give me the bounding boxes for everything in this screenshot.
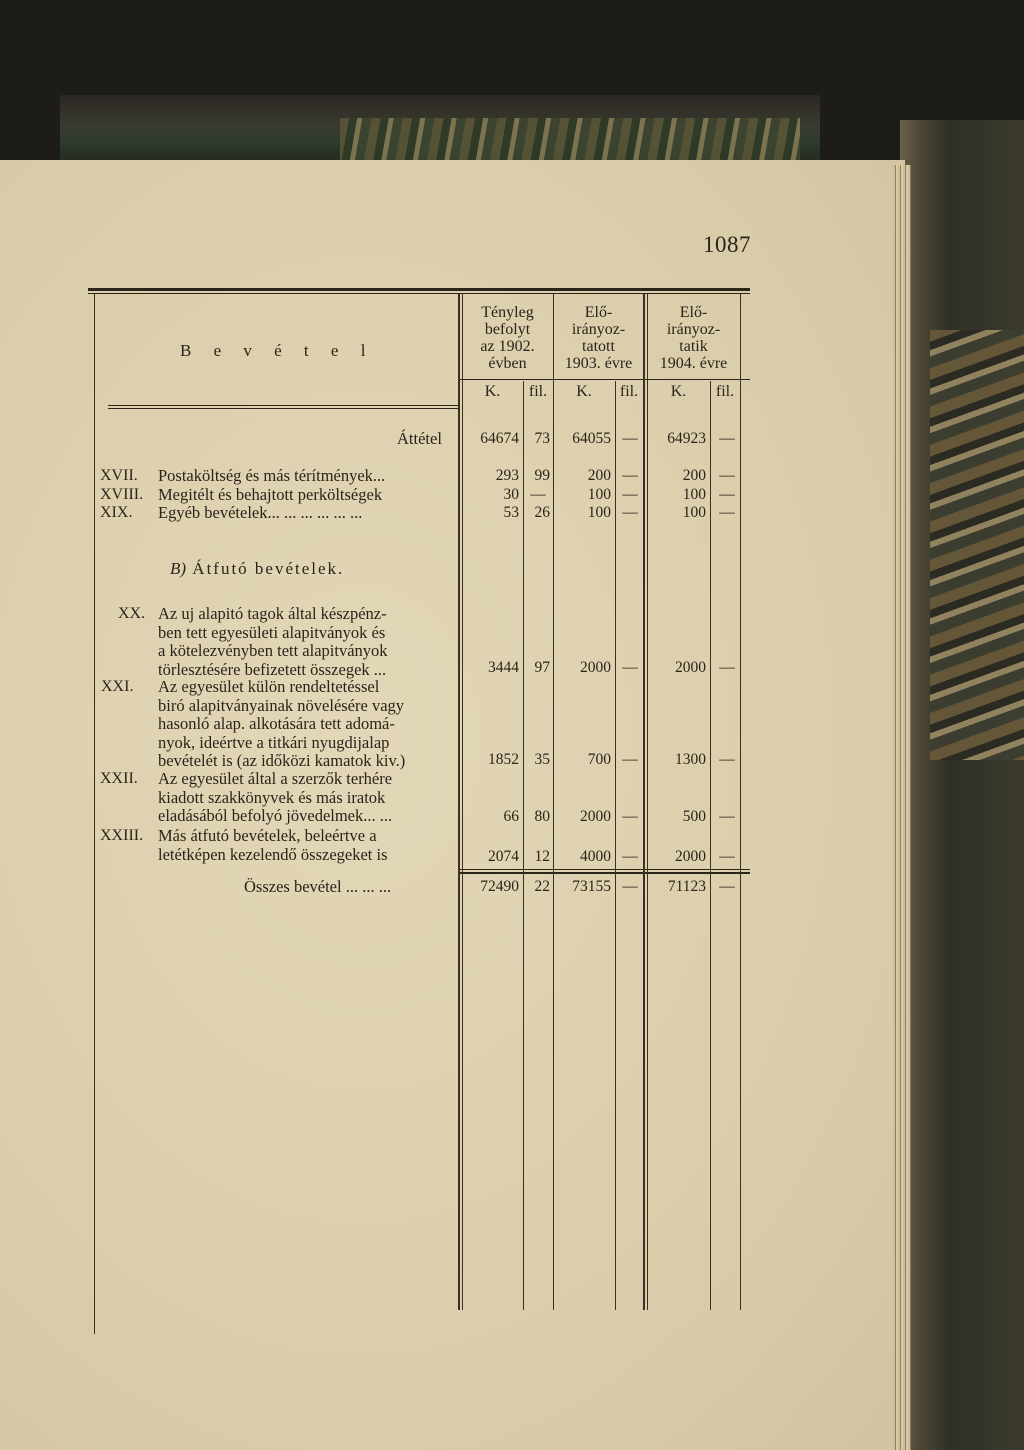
cell-1904-k: 2000 — [675, 659, 706, 676]
cell-1903-f: — — [622, 504, 638, 521]
cell-1904-f: — — [719, 504, 735, 521]
cell-1903-k: 700 — [587, 751, 611, 768]
row-description-line: Az egyesület által a szerzők terhére — [158, 769, 393, 788]
column-divider — [740, 294, 741, 1310]
column-header-1904 — [647, 304, 740, 372]
row-description-line: törlesztésére befizetett összegek ... — [158, 659, 387, 679]
row-description-line: Más átfutó bevételek, beleértve a — [158, 826, 377, 845]
column-divider — [458, 294, 460, 1310]
cell-1902-f: 35 — [534, 751, 550, 768]
cell-1902-k: 66 — [503, 808, 519, 825]
cell-1904-k: 2000 — [675, 848, 706, 865]
cell-1902-k: 1852 — [488, 751, 519, 768]
header-line: irányoz- — [571, 321, 626, 338]
cell-1903-k: 2000 — [580, 808, 611, 825]
page-stack-edges — [893, 165, 911, 1450]
cell-1903-f: — — [622, 808, 638, 825]
table-left-border — [94, 294, 95, 1334]
cell-1903-k: 64055 — [572, 430, 611, 447]
header-line: az 1902. — [480, 338, 535, 355]
cell-1902-f: 99 — [534, 467, 550, 484]
row-description-line: Egyéb bevételek... ... ... ... ... ... — [158, 503, 363, 522]
row-roman-numeral: XX. — [118, 605, 146, 622]
cell-1904-f: — — [719, 467, 735, 484]
row-roman-numeral: XXIII. — [100, 827, 144, 844]
unit-filler: fil. — [619, 383, 639, 400]
row-roman-numeral: XXII. — [100, 770, 138, 787]
row-description-line: Az egyesület külön rendeltetéssel — [158, 677, 380, 696]
header-line: 1904. évre — [659, 355, 728, 372]
cell-1903-f: — — [622, 467, 638, 484]
row-description-line: kiadott szakkönyvek és más iratok — [158, 787, 386, 807]
header-line: befolyt — [484, 321, 531, 338]
row-description-line: ben tett egyesületi alapitványok és — [158, 622, 386, 642]
table-top-rule-thin — [88, 293, 750, 294]
cell-1904-f: — — [719, 808, 735, 825]
header-line: irányoz- — [666, 321, 721, 338]
header-line: tatott — [582, 338, 615, 355]
cell-1904-k: 64923 — [667, 430, 706, 447]
row-description-line: Megitélt és behajtott perköltségek — [158, 485, 383, 504]
cell-1902-f: 12 — [534, 848, 550, 865]
total-1904-k: 71123 — [667, 878, 706, 895]
unit-filler: fil. — [528, 383, 548, 400]
row-description-line: hasonló alap. alkotására tett adomá- — [158, 714, 395, 733]
cell-1904-k: 500 — [682, 808, 706, 825]
unit-korona: K. — [670, 383, 687, 400]
book-cover-edge — [900, 120, 1024, 1450]
cell-1902-f: 73 — [534, 430, 550, 447]
total-rule-2 — [458, 872, 750, 874]
cell-1904-k: 200 — [682, 467, 706, 484]
cell-1902-k: 64674 — [480, 430, 519, 447]
header-bottom-rule-2 — [108, 408, 458, 409]
cell-1902-f: 26 — [534, 504, 550, 521]
row-description-line: Postaköltség és más térítmények... — [158, 466, 386, 485]
cell-1903-k: 200 — [587, 467, 611, 484]
total-1902-k: 72490 — [480, 878, 519, 895]
page-number: 1087 — [703, 232, 751, 257]
row-roman-numeral: XVII. — [100, 467, 138, 484]
total-1904-f: — — [719, 878, 735, 895]
cell-1902-f: 97 — [534, 659, 550, 676]
header-line: Tényleg — [481, 304, 534, 321]
section-b-heading — [170, 559, 344, 579]
cell-1902-k: 2074 — [488, 848, 519, 865]
unit-korona: K. — [484, 383, 501, 400]
row-roman-numeral: XVIII. — [100, 486, 144, 503]
header-bottom-rule — [108, 405, 458, 406]
column-divider — [710, 381, 711, 1310]
row-roman-numeral: XXI. — [101, 678, 134, 695]
row-description-line: a kötelezvényben tett alapitványok — [158, 641, 388, 660]
cell-1903-f: — — [622, 430, 638, 447]
header-line: Elő- — [584, 304, 613, 321]
column-header-1903 — [553, 304, 644, 372]
row-description-line: bevételét is (az időközi kamatok kiv.) — [158, 751, 406, 770]
marbled-binding-strip — [340, 118, 800, 160]
cell-1903-f: — — [622, 751, 638, 768]
row-roman-numeral: XIX. — [100, 504, 133, 521]
header-line: Elő- — [679, 304, 708, 321]
total-1902-f: 22 — [534, 878, 550, 895]
cell-1903-k: 100 — [587, 486, 611, 503]
unit-korona: K. — [576, 383, 592, 400]
row-description-line: letétképen kezelendő összegeket is — [158, 844, 388, 864]
header-line: évben — [488, 355, 527, 372]
cell-1904-f: — — [719, 848, 735, 865]
total-1903-f: — — [622, 878, 638, 895]
total-label: Összes bevétel ... ... ... — [244, 877, 392, 896]
cell-1904-k: 1300 — [675, 751, 706, 768]
total-1903-k: 73155 — [572, 878, 611, 895]
cell-1902-f: — — [530, 486, 546, 503]
book-page — [0, 160, 905, 1450]
row-description-line: nyok, ideértve a titkári nyugdijalap — [158, 732, 390, 752]
section-title: B e v é t e l — [180, 341, 375, 360]
table-top-rule — [88, 288, 750, 291]
row-description-line: Az uj alapitó tagok által készpénz- — [158, 604, 387, 623]
cell-1902-k: 3444 — [488, 659, 519, 676]
cell-1903-k: 2000 — [580, 659, 611, 676]
cell-1904-f: — — [719, 751, 735, 768]
section-b-letter: B) — [170, 559, 187, 578]
column-header-1902 — [462, 304, 553, 372]
total-rule — [458, 869, 750, 870]
cell-1903-k: 100 — [587, 504, 611, 521]
row-description-line: eladásából befolyó jövedelmek... ... — [158, 806, 393, 825]
section-b-title: Átfutó bevételek. — [192, 559, 345, 578]
cell-1904-k: 100 — [682, 504, 706, 521]
cell-1904-f: — — [719, 486, 735, 503]
column-divider — [643, 294, 645, 1310]
marbled-cover-pattern — [930, 330, 1024, 760]
cell-1902-k: 293 — [495, 467, 519, 484]
header-line: 1903. évre — [564, 355, 633, 372]
cell-1903-f: — — [622, 848, 638, 865]
row-description-line: biró alapitványainak növelésére vagy — [158, 695, 405, 715]
cell-1904-f: — — [719, 430, 735, 447]
cell-1903-f: — — [622, 659, 638, 676]
cell-1904-f: — — [719, 659, 735, 676]
cell-1902-k: 53 — [503, 504, 519, 521]
header-line: tatik — [679, 338, 708, 355]
column-divider — [615, 381, 616, 1310]
unit-row-rule — [458, 379, 750, 380]
carry-over-label: Áttétel — [397, 429, 442, 448]
cell-1903-k: 4000 — [580, 848, 611, 865]
cell-1903-f: — — [622, 486, 638, 503]
cell-1904-k: 100 — [682, 486, 706, 503]
cell-1902-f: 80 — [534, 808, 550, 825]
cell-1902-k: 30 — [503, 486, 519, 503]
unit-filler: fil. — [715, 383, 735, 400]
